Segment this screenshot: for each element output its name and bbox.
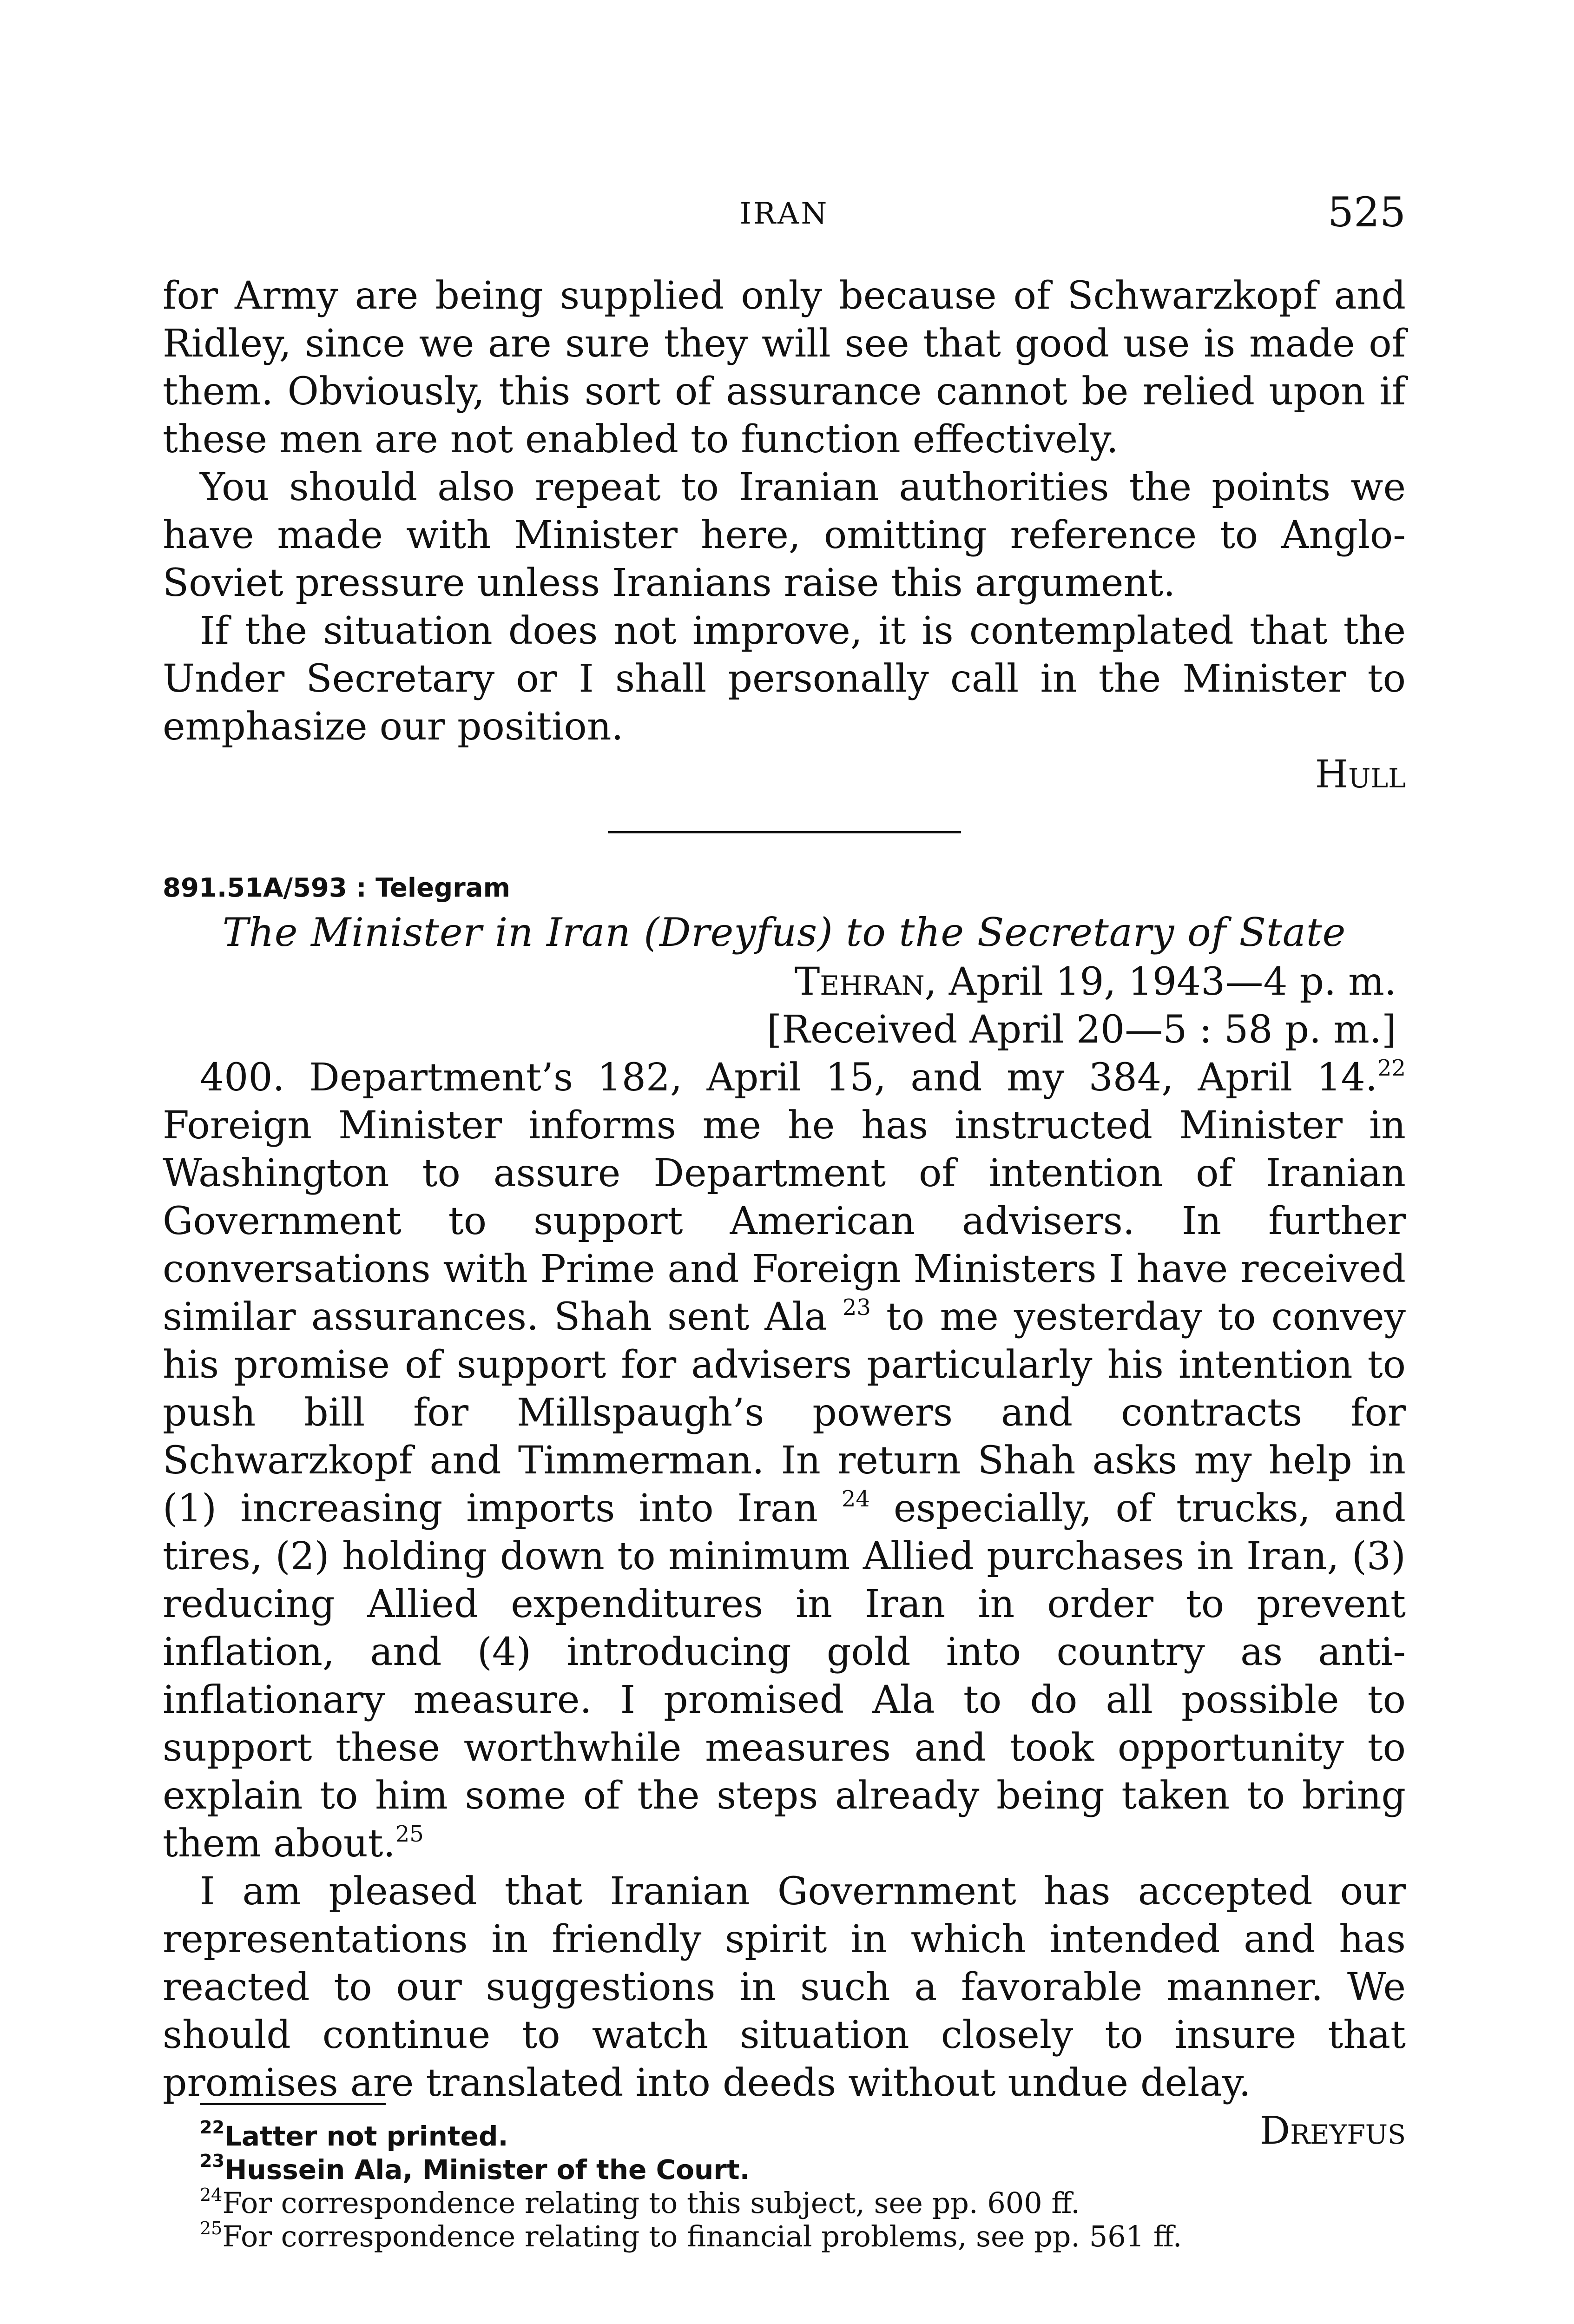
body-text bbox=[163, 272, 1406, 2155]
footnote-number: 25 bbox=[200, 2218, 223, 2238]
footnote-number: 24 bbox=[200, 2185, 223, 2205]
section-divider bbox=[608, 831, 961, 833]
file-reference: 891.51A/593 : Telegram bbox=[163, 873, 510, 903]
footnote-text: Hussein Ala, Minister of the Court. bbox=[224, 2154, 750, 2185]
footnote-number: 23 bbox=[200, 2151, 224, 2171]
para1-text-2: Foreign Minister informs me he has instructed Minister in Washington to assure Department of intention of Iranian Government to support American advisers. In further conversations with Prime and Foreign Ministers I have received similar assurances. Shah sent Ala bbox=[163, 1103, 1406, 1339]
document-heading: The Minister in Iran (Dreyfus) to the Secretary of State bbox=[222, 910, 1346, 955]
footnotes bbox=[200, 2119, 1406, 2253]
dateline-place: Tehran, bbox=[794, 960, 937, 1004]
telegram-paragraph-2: I am pleased that Iranian Government has accepted our representations in friendly spirit in which intended and has reacted to our suggestions in such a favorable manner. We should continue to watch situation closely to insure that promises are translated into deeds without undue delay. bbox=[163, 1869, 1406, 2105]
page-number: 525 bbox=[1328, 188, 1406, 236]
telegram-paragraph-1 bbox=[163, 1054, 1406, 1868]
para1-text-3: to me yesterday to convey his promise of support for advisers particularly his intention to push bill for Millspaugh’s powers and contracts for Schwarzkopf and Timmerman. In return Shah asks my help in (1) increasing imports into Iran bbox=[163, 1295, 1406, 1531]
received-line: [Received April 20—5 : 58 p. m.] bbox=[767, 1008, 1396, 1052]
footnote-23 bbox=[200, 2153, 1406, 2186]
dateline-date: April 19, 1943—4 p. m. bbox=[936, 960, 1396, 1004]
footnote-ref-24: 24 bbox=[841, 1486, 870, 1512]
footnote-ref-25: 25 bbox=[395, 1821, 424, 1847]
footnote-rule bbox=[200, 2103, 386, 2105]
document-page bbox=[163, 0, 1406, 2324]
continued-paragraph-3: If the situation does not improve, it is contemplated that the Under Secretary or I shall personally call in the Minister to emphasize our position. bbox=[163, 609, 1406, 749]
para1-text-1: 400. Department’s 182, April 15, and my 384, April 14. bbox=[200, 1056, 1377, 1100]
footnote-24 bbox=[200, 2186, 1406, 2220]
dateline bbox=[163, 958, 1406, 1006]
footnote-22 bbox=[200, 2119, 1406, 2153]
footnote-ref-22: 22 bbox=[1377, 1055, 1406, 1081]
footnote-text: For correspondence relating to this subject, see pp. 600 ff. bbox=[222, 2186, 1080, 2220]
signature-hull: Hull bbox=[1315, 753, 1406, 797]
para1-text-4: especially, of trucks, and tires, (2) holding down to minimum Allied purchases in Iran, (3) reducing Allied expenditures in Iran in order to prevent inflation, and (4) introducing gold into country as anti-inflationary measure. I promised Ala to do all possible to support these worthwhile measures and took opportunity to explain to him some of the steps already being taken to bring them about. bbox=[163, 1486, 1406, 1866]
footnote-ref-23: 23 bbox=[842, 1294, 871, 1320]
footnote-text: For correspondence relating to financial problems, see pp. 561 ff. bbox=[222, 2219, 1182, 2253]
footnote-25 bbox=[200, 2220, 1406, 2253]
signature-dreyfus: Dreyfus bbox=[1259, 2109, 1406, 2153]
footnote-number: 22 bbox=[200, 2117, 224, 2138]
footnote-text: Latter not printed. bbox=[224, 2120, 508, 2152]
continued-paragraph-1: for Army are being supplied only because of Schwarzkopf and Ridley, since we are sure they will see that good use is made of them. Obviously, this sort of assurance cannot be relied upon if these men are not enabled to function effectively. bbox=[163, 274, 1406, 462]
continued-paragraph-2: You should also repeat to Iranian authorities the points we have made with Minister here, omitting reference to Anglo-Soviet pressure unless Iranians raise this argument. bbox=[163, 465, 1406, 605]
running-title: IRAN bbox=[739, 197, 829, 231]
running-head bbox=[163, 188, 1406, 235]
